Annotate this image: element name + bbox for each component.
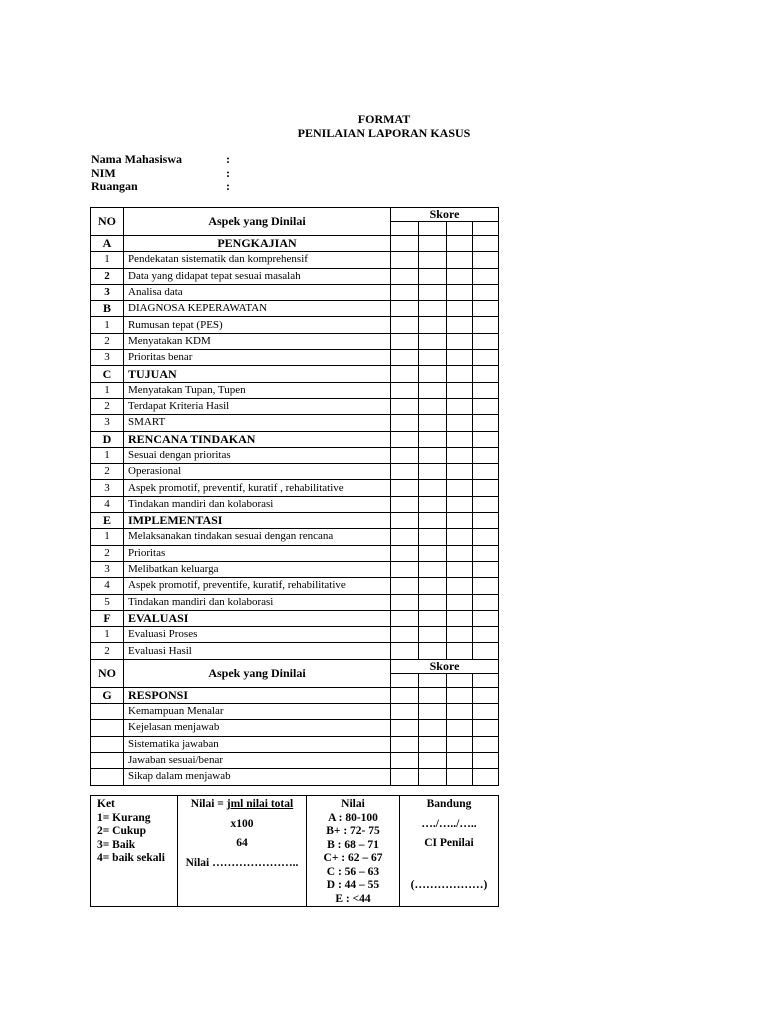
document-title: FORMAT (357, 112, 411, 126)
score-cell[interactable] (419, 529, 447, 545)
ket-line: 1= Kurang (97, 811, 151, 824)
item-no: 1 (91, 529, 124, 545)
item-text: SMART (124, 415, 391, 431)
score-cell[interactable] (447, 720, 473, 736)
section-code: C (91, 366, 124, 382)
score-cell[interactable] (447, 480, 473, 496)
score-cell[interactable] (473, 627, 499, 643)
score-header-cell (419, 222, 447, 236)
grade-line: B : 68 – 71 (327, 838, 379, 851)
score-cell[interactable] (447, 317, 473, 333)
section-row (91, 431, 499, 447)
score-cell[interactable] (391, 350, 419, 366)
score-cell[interactable] (447, 736, 473, 752)
info-label: NIM (91, 165, 116, 180)
score-cell[interactable] (473, 704, 499, 720)
section-row (91, 366, 499, 382)
ket-line: 4= baik sekali (97, 852, 165, 864)
formula-denominator: 64 (236, 837, 248, 849)
section-code: D (91, 431, 124, 447)
score-cell[interactable] (447, 447, 473, 463)
score-cell[interactable] (391, 236, 419, 252)
score-cell[interactable] (447, 496, 473, 512)
score-cell[interactable] (473, 268, 499, 284)
score-cell[interactable] (391, 610, 419, 626)
score-cell[interactable] (391, 398, 419, 414)
item-text: Prioritas (124, 545, 391, 561)
header-aspek: Aspek yang Dinilai (124, 659, 391, 687)
score-cell[interactable] (473, 236, 499, 252)
section-row (91, 301, 499, 317)
section-code: A (91, 236, 124, 252)
item-text: Melaksanakan tindakan sesuai dengan rencana (124, 529, 391, 545)
sign-blank: (………………) (410, 878, 488, 891)
score-cell[interactable] (473, 317, 499, 333)
item-text: Jawaban sesuai/benar (124, 752, 391, 768)
score-cell[interactable] (473, 643, 499, 659)
score-cell[interactable] (391, 545, 419, 561)
score-cell[interactable] (473, 431, 499, 447)
score-cell[interactable] (447, 752, 473, 768)
item-row (91, 398, 499, 414)
info-row-ruangan (91, 179, 230, 194)
score-cell[interactable] (447, 769, 473, 785)
item-row (91, 627, 499, 643)
score-cell[interactable] (419, 382, 447, 398)
sign-role: CI Penilai (424, 837, 474, 849)
score-cell[interactable] (391, 529, 419, 545)
item-text: Analisa data (124, 284, 391, 300)
score-cell[interactable] (473, 447, 499, 463)
grade-line: D : 44 – 55 (326, 879, 380, 891)
score-cell[interactable] (419, 415, 447, 431)
item-text: Tindakan mandiri dan kolaborasi (124, 496, 391, 512)
score-cell[interactable] (473, 561, 499, 577)
score-cell[interactable] (473, 366, 499, 382)
score-cell[interactable] (391, 415, 419, 431)
item-text: Pendekatan sistematik dan komprehensif (124, 252, 391, 268)
score-cell[interactable] (391, 627, 419, 643)
item-no (91, 752, 124, 768)
section-code: F (91, 610, 124, 626)
score-cell[interactable] (391, 513, 419, 529)
grade-line: C+ : 62 – 67 (323, 852, 383, 864)
score-cell[interactable] (419, 643, 447, 659)
score-cell[interactable] (473, 752, 499, 768)
item-row (91, 350, 499, 366)
item-row (91, 252, 499, 268)
score-cell[interactable] (447, 594, 473, 610)
score-cell[interactable] (473, 284, 499, 300)
info-row-nim (91, 165, 230, 181)
item-text: Prioritas benar (124, 350, 391, 366)
score-cell[interactable] (419, 545, 447, 561)
item-row (91, 382, 499, 398)
score-cell[interactable] (473, 252, 499, 268)
score-cell[interactable] (391, 496, 419, 512)
assessment-table-body (91, 208, 499, 786)
item-row (91, 284, 499, 300)
header-skore: Skore (391, 659, 499, 673)
item-text: Menyatakan Tupan, Tupen (124, 382, 391, 398)
score-cell[interactable] (391, 301, 419, 317)
score-legend-table (90, 795, 499, 907)
info-colon: : (226, 152, 230, 166)
item-no: 4 (91, 496, 124, 512)
score-cell[interactable] (419, 236, 447, 252)
score-cell[interactable] (447, 627, 473, 643)
item-row (91, 496, 499, 512)
score-cell[interactable] (391, 704, 419, 720)
section-code: E (91, 513, 124, 529)
score-cell[interactable] (419, 333, 447, 349)
sign-city: Bandung (426, 798, 472, 810)
score-cell[interactable] (473, 578, 499, 594)
score-cell[interactable] (391, 736, 419, 752)
assessment-table (90, 207, 499, 786)
score-cell[interactable] (447, 382, 473, 398)
score-cell[interactable] (419, 496, 447, 512)
score-cell[interactable] (419, 252, 447, 268)
score-cell[interactable] (447, 578, 473, 594)
score-cell[interactable] (473, 301, 499, 317)
score-cell[interactable] (419, 610, 447, 626)
section-title: RESPONSI (124, 687, 391, 703)
score-cell[interactable] (419, 350, 447, 366)
score-header-cell (447, 673, 473, 687)
score-cell[interactable] (391, 720, 419, 736)
score-cell[interactable] (473, 769, 499, 785)
item-row (91, 529, 499, 545)
score-cell[interactable] (419, 301, 447, 317)
item-text: Data yang didapat tepat sesuai masalah (124, 268, 391, 284)
score-cell[interactable] (447, 513, 473, 529)
score-cell[interactable] (391, 752, 419, 768)
item-row (91, 447, 499, 463)
score-cell[interactable] (447, 687, 473, 703)
item-no: 1 (91, 447, 124, 463)
score-cell[interactable] (391, 480, 419, 496)
score-cell[interactable] (419, 268, 447, 284)
header-no: NO (91, 659, 124, 687)
item-row (91, 545, 499, 561)
score-cell[interactable] (473, 736, 499, 752)
score-cell[interactable] (419, 627, 447, 643)
header-row (91, 659, 499, 673)
score-header-cell (447, 222, 473, 236)
score-cell[interactable] (419, 447, 447, 463)
score-cell[interactable] (391, 431, 419, 447)
score-cell[interactable] (473, 415, 499, 431)
score-cell[interactable] (447, 464, 473, 480)
item-no: 2 (91, 464, 124, 480)
item-text: Melibatkan keluarga (124, 561, 391, 577)
item-no: 1 (91, 382, 124, 398)
score-cell[interactable] (391, 687, 419, 703)
score-cell[interactable] (447, 610, 473, 626)
section-title: EVALUASI (124, 610, 391, 626)
score-cell[interactable] (473, 594, 499, 610)
item-row (91, 561, 499, 577)
item-row (91, 643, 499, 659)
formula-prefix: Nilai = (190, 798, 227, 810)
grade-title: Nilai (341, 798, 365, 810)
header-skore: Skore (391, 208, 499, 222)
score-cell[interactable] (391, 561, 419, 577)
item-row (91, 480, 499, 496)
score-cell[interactable] (447, 301, 473, 317)
score-cell[interactable] (447, 366, 473, 382)
score-cell[interactable] (419, 284, 447, 300)
score-cell[interactable] (473, 687, 499, 703)
score-header-cell (473, 222, 499, 236)
ket-line: 2= Cukup (97, 825, 147, 837)
sign-date: …./…../….. (421, 817, 477, 830)
item-text: Aspek promotif, preventif, kuratif , rehabilitative (124, 480, 391, 496)
score-cell[interactable] (473, 398, 499, 414)
item-no: 2 (91, 268, 124, 284)
score-cell[interactable] (419, 752, 447, 768)
score-cell[interactable] (473, 382, 499, 398)
score-header-cell (473, 673, 499, 687)
item-row (91, 704, 499, 720)
item-text: Evaluasi Proses (124, 627, 391, 643)
score-cell[interactable] (391, 333, 419, 349)
score-cell[interactable] (419, 561, 447, 577)
item-no: 3 (91, 415, 124, 431)
grade-cell (307, 796, 400, 907)
student-info (91, 152, 230, 194)
score-cell[interactable] (447, 268, 473, 284)
item-row (91, 333, 499, 349)
item-no: 3 (91, 561, 124, 577)
item-row (91, 720, 499, 736)
score-cell[interactable] (419, 366, 447, 382)
score-cell[interactable] (419, 513, 447, 529)
info-label: Nama Mahasiswa (91, 152, 183, 166)
item-row (91, 415, 499, 431)
score-cell[interactable] (447, 398, 473, 414)
info-colon: : (226, 179, 230, 193)
score-cell[interactable] (447, 704, 473, 720)
info-colon: : (226, 165, 230, 180)
score-cell[interactable] (391, 769, 419, 785)
item-text: Evaluasi Hasil (124, 643, 391, 659)
item-text: Tindakan mandiri dan kolaborasi (124, 594, 391, 610)
score-cell[interactable] (391, 284, 419, 300)
score-cell[interactable] (447, 284, 473, 300)
item-no: 3 (91, 350, 124, 366)
item-text: Terdapat Kriteria Hasil (124, 398, 391, 414)
score-cell[interactable] (473, 720, 499, 736)
score-cell[interactable] (391, 317, 419, 333)
score-cell[interactable] (419, 317, 447, 333)
score-cell[interactable] (419, 464, 447, 480)
score-cell[interactable] (447, 643, 473, 659)
item-no: 1 (91, 627, 124, 643)
ket-line: 3= Baik (97, 838, 136, 851)
score-cell[interactable] (391, 578, 419, 594)
score-cell[interactable] (391, 252, 419, 268)
score-cell[interactable] (473, 513, 499, 529)
item-text: Sistematika jawaban (124, 736, 391, 752)
score-cell[interactable] (391, 366, 419, 382)
item-text: Rumusan tepat (PES) (124, 317, 391, 333)
info-row-nama (91, 152, 230, 167)
section-row (91, 236, 499, 252)
nilai-blank: Nilai ………………….. (185, 856, 299, 869)
score-cell[interactable] (391, 464, 419, 480)
signature-cell (400, 796, 499, 907)
item-text: Sikap dalam menjawab (124, 769, 391, 785)
item-no: 1 (91, 317, 124, 333)
item-no: 2 (91, 398, 124, 414)
score-cell[interactable] (391, 268, 419, 284)
section-title: TUJUAN (124, 366, 391, 382)
item-no: 2 (91, 333, 124, 349)
score-cell[interactable] (391, 382, 419, 398)
formula-numerator: jml nilai total (226, 798, 294, 810)
legend-row (91, 796, 499, 907)
score-cell[interactable] (447, 333, 473, 349)
score-cell[interactable] (419, 736, 447, 752)
item-no (91, 736, 124, 752)
item-no: 2 (91, 545, 124, 561)
grade-line: C : 56 – 63 (326, 865, 380, 878)
score-cell[interactable] (419, 687, 447, 703)
item-no (91, 769, 124, 785)
item-text: Sesuai dengan prioritas (124, 447, 391, 463)
item-no: 3 (91, 284, 124, 300)
document-subtitle: PENILAIAN LAPORAN KASUS (297, 126, 471, 140)
score-cell[interactable] (447, 252, 473, 268)
item-text: Kejelasan menjawab (124, 720, 391, 736)
score-header-cell (391, 673, 419, 687)
header-row (91, 208, 499, 222)
item-text: Menyatakan KDM (124, 333, 391, 349)
score-cell[interactable] (473, 350, 499, 366)
item-row (91, 464, 499, 480)
section-title: RENCANA TINDAKAN (124, 431, 391, 447)
grade-line: A : 80-100 (328, 811, 378, 824)
item-no (91, 704, 124, 720)
score-cell[interactable] (419, 769, 447, 785)
section-code: G (91, 687, 124, 703)
item-no: 4 (91, 578, 124, 594)
item-row (91, 594, 499, 610)
score-cell[interactable] (447, 431, 473, 447)
item-row (91, 752, 499, 768)
section-code: B (91, 301, 124, 317)
section-row (91, 610, 499, 626)
score-cell[interactable] (447, 415, 473, 431)
section-title: IMPLEMENTASI (124, 513, 391, 529)
item-row (91, 736, 499, 752)
item-no: 5 (91, 594, 124, 610)
score-cell[interactable] (473, 480, 499, 496)
score-cell[interactable] (473, 529, 499, 545)
score-cell[interactable] (419, 720, 447, 736)
item-text: Operasional (124, 464, 391, 480)
score-cell[interactable] (419, 398, 447, 414)
score-cell[interactable] (419, 704, 447, 720)
item-no (91, 720, 124, 736)
item-no: 3 (91, 480, 124, 496)
item-row (91, 268, 499, 284)
score-cell[interactable] (419, 431, 447, 447)
item-no: 2 (91, 643, 124, 659)
grade-line: E : <44 (335, 892, 371, 905)
item-no: 1 (91, 252, 124, 268)
score-cell[interactable] (391, 447, 419, 463)
section-title: DIAGNOSA KEPERAWATAN (124, 301, 391, 317)
score-cell[interactable] (419, 480, 447, 496)
item-text: Aspek promotif, preventife, kuratif, rehabilitative (124, 578, 391, 594)
formula-x100: x100 (230, 817, 254, 830)
formula-line (178, 798, 306, 812)
grade-line: B+ : 72- 75 (326, 825, 380, 837)
item-row (91, 769, 499, 785)
header-aspek: Aspek yang Dinilai (124, 208, 391, 236)
formula-cell (178, 796, 307, 907)
section-row (91, 513, 499, 529)
item-row (91, 317, 499, 333)
score-cell[interactable] (447, 545, 473, 561)
score-cell[interactable] (447, 561, 473, 577)
score-cell[interactable] (473, 464, 499, 480)
ket-cell (91, 796, 178, 907)
section-title: PENGKAJIAN (124, 236, 391, 252)
score-cell[interactable] (473, 496, 499, 512)
score-cell[interactable] (447, 350, 473, 366)
section-row (91, 687, 499, 703)
item-row (91, 578, 499, 594)
score-cell[interactable] (447, 236, 473, 252)
score-cell[interactable] (419, 578, 447, 594)
score-cell[interactable] (473, 610, 499, 626)
item-text: Kemampuan Menalar (124, 704, 391, 720)
score-header-cell (391, 222, 419, 236)
info-label: Ruangan (91, 179, 138, 193)
score-cell[interactable] (473, 333, 499, 349)
score-cell[interactable] (447, 529, 473, 545)
score-cell[interactable] (419, 594, 447, 610)
score-cell[interactable] (391, 643, 419, 659)
score-header-cell (419, 673, 447, 687)
header-no: NO (91, 208, 124, 236)
score-cell[interactable] (473, 545, 499, 561)
ket-title: Ket (97, 798, 115, 810)
score-cell[interactable] (391, 594, 419, 610)
